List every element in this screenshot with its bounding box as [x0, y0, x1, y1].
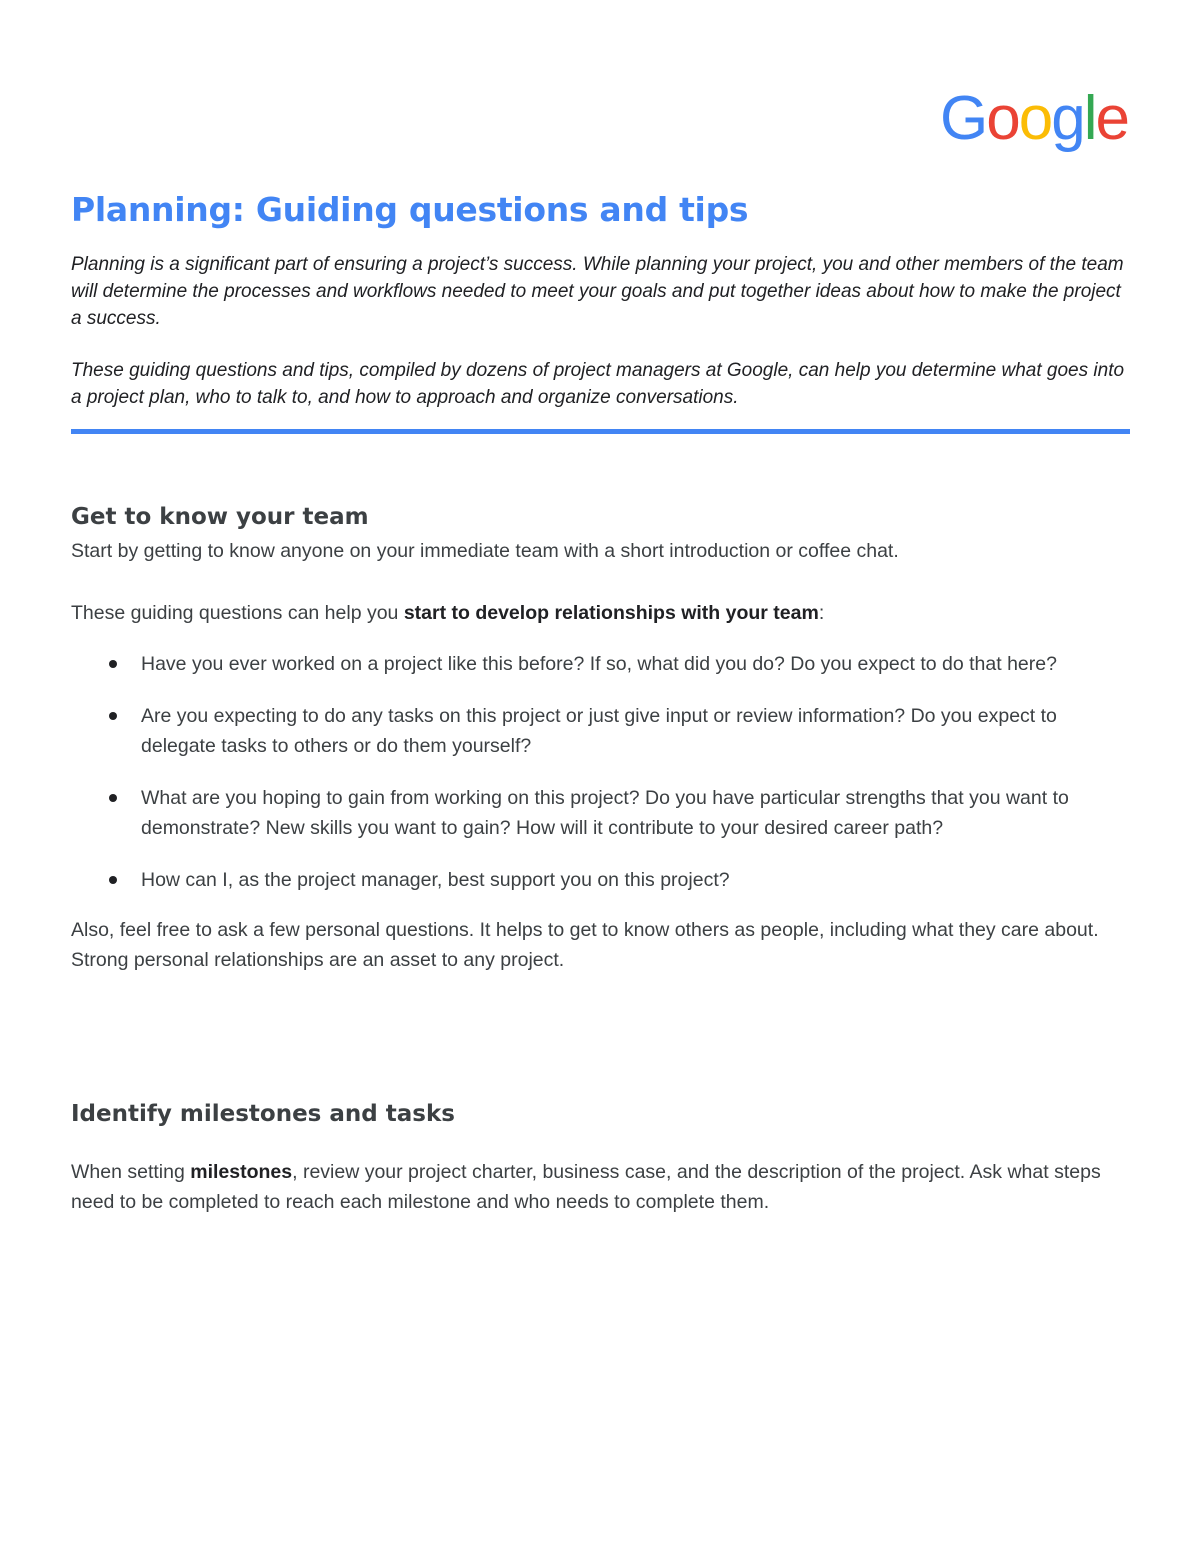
logo-letter: o — [986, 84, 1019, 153]
logo-letter: e — [1095, 84, 1128, 153]
question-text: Have you ever worked on a project like this before? If so, what did you do? Do you expect to do that here? — [141, 653, 1057, 675]
section-heading: Identify milestones and tasks — [71, 1101, 455, 1127]
guiding-questions-list — [71, 649, 1131, 895]
milestones-text-bold: milestones — [190, 1161, 293, 1183]
list-item — [71, 649, 1131, 679]
guide-intro-bold: start to develop relationships with your team — [403, 602, 819, 624]
section-identify-milestones — [71, 1101, 1131, 1217]
list-item — [71, 783, 1131, 843]
intro-paragraph: Planning is a significant part of ensuring a project’s success. While planning your project, you and other members of the team will determine the processes and workflows needed to meet your goals and put together ideas about how to make the project a success. — [71, 254, 1124, 329]
bullet-icon — [109, 876, 117, 884]
section-get-to-know-team — [71, 504, 1131, 975]
milestones-paragraph — [71, 1157, 1131, 1217]
guide-intro — [71, 598, 1131, 628]
guide-intro-suffix: : — [818, 602, 825, 624]
document-title: Planning: Guiding questions and tips — [71, 190, 749, 229]
logo-letter: o — [1018, 84, 1052, 153]
logo-letter: g — [1051, 84, 1084, 153]
logo-letter: l — [1083, 84, 1096, 153]
closing-paragraph: Also, feel free to ask a few personal questions. It helps to get to know others as people, including what they care about. Strong personal relationships are an asset to any project. — [71, 919, 1099, 971]
bullet-icon — [109, 660, 117, 668]
guide-intro-prefix: These guiding questions can help you — [71, 602, 404, 624]
document-content — [71, 190, 1131, 1217]
bullet-icon — [109, 712, 117, 720]
section-heading: Get to know your team — [71, 504, 369, 530]
intro-paragraph: These guiding questions and tips, compiled by dozens of project managers at Google, can help you determine what goes into a project plan, who to talk to, and how to approach and organize conversations. — [71, 360, 1125, 408]
question-text: Are you expecting to do any tasks on this project or just give input or review information? Do you expect to delegate tasks to others or do them yourself? — [141, 705, 1057, 757]
bullet-icon — [109, 794, 117, 802]
section-lead: Start by getting to know anyone on your immediate team with a short introduction or coffee chat. — [71, 540, 899, 562]
milestones-text-suffix: , review your project charter, business case, and the description of the project. Ask what steps need to be completed to reach each milestone and who needs to complete them. — [71, 1161, 1101, 1213]
google-logo — [940, 84, 1128, 153]
list-item — [71, 865, 1131, 895]
section-divider — [71, 429, 1130, 434]
question-text: What are you hoping to gain from working on this project? Do you have particular strengths that you want to demonstrate? New skills you want to gain? How will it contribute to your desired career path? — [141, 787, 1069, 839]
milestones-text-prefix: When setting — [71, 1161, 191, 1183]
list-item — [71, 701, 1131, 761]
logo-letter: G — [940, 84, 987, 153]
question-text: How can I, as the project manager, best support you on this project? — [141, 869, 730, 891]
